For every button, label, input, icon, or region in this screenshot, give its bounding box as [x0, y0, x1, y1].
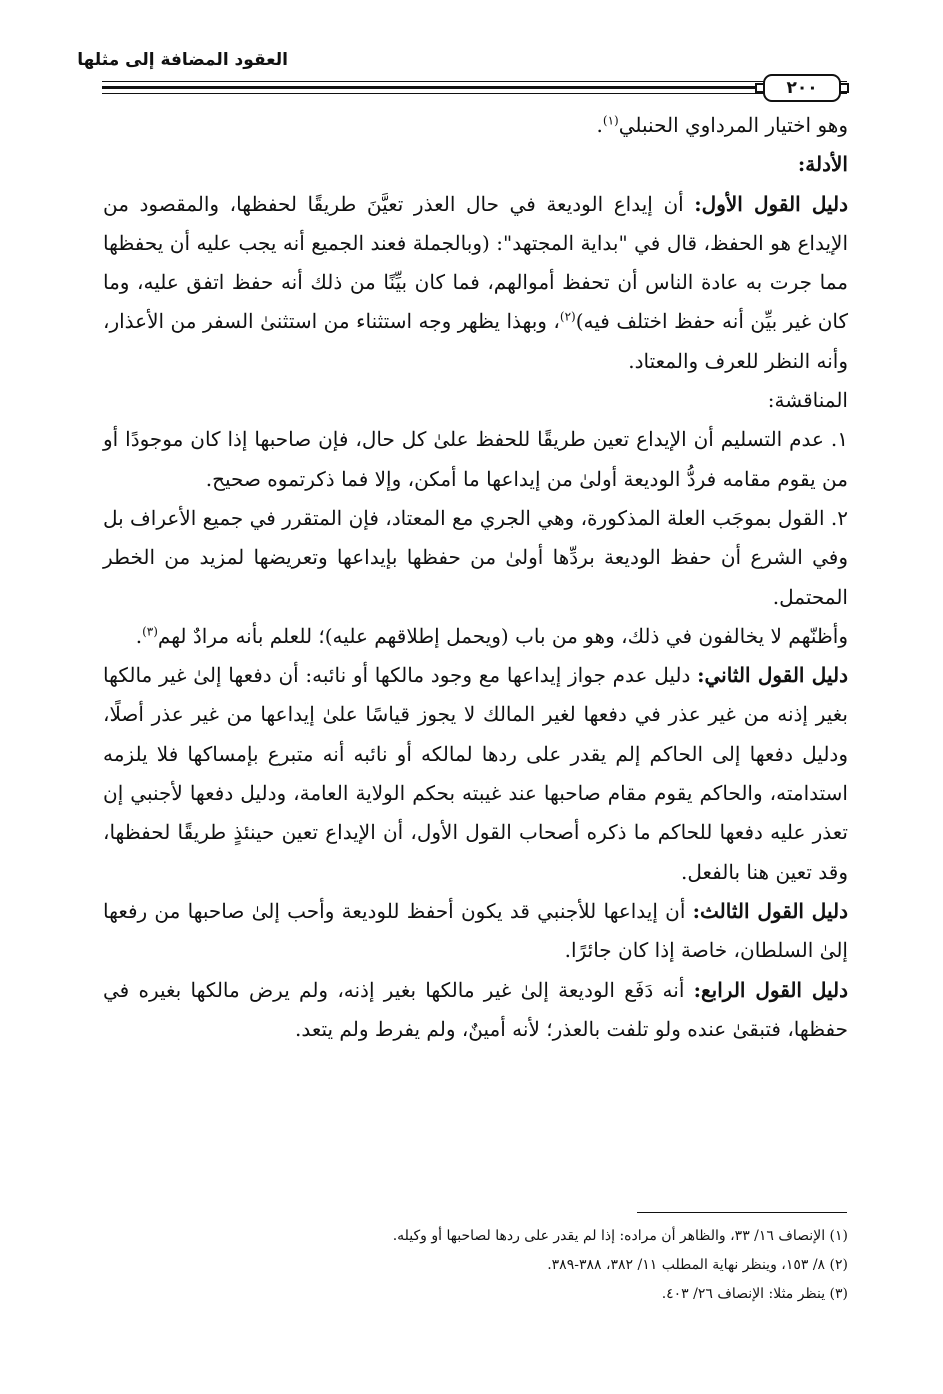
header-rule-thin-top [102, 81, 847, 82]
footnote-ref-3: (٣) [142, 624, 158, 639]
page-number-text: ٢٠٠ [786, 78, 818, 98]
footnotes [103, 1222, 848, 1309]
fourth-evidence-lead: دليل القول الرابع: [693, 977, 849, 1002]
discussion-point-2: ٢. القول بموجَب العلة المذكورة، وهي الجري مع المعتاد، فإن المتقرر في جميع الأعراف بل وفي الشرع أن حفظ الوديعة بردِّها أولىٰ من حفظها بإيداعها وتعريضها لمزيد من الخطر المحتمل. [102, 505, 848, 609]
discussion-point-1: ١. عدم التسليم أن الإيداع تعين طريقًا للحفظ علىٰ كل حال، فإن صاحبها إذا كان موجودًا أو من يقوم مقامه فردُّ الوديعة أولىٰ من إيداعها ما أمكن، وإلا فما ذكرتموه صحيح. [103, 427, 848, 491]
first-evidence-lead: دليل القول الأول: [694, 191, 849, 216]
footnote-ref-2: (٢) [559, 309, 576, 324]
header-rule-thin-bottom [102, 93, 847, 94]
paragraph-fourth-evidence: دليل القول الرابع: أنه دَفَع الوديعة إلىٰ غير مالكها بغير إذنه، ولم يرض مالكها بغيره في حفظها، فتبقىٰ عنده ولو تلفت بالعذر؛ لأنه أمينٌ، ولم يفرط ولم يتعد. [103, 977, 849, 1041]
page-number-ornament-right [841, 83, 849, 93]
footnote-ref-1: (١) [602, 113, 619, 128]
page-number [763, 74, 841, 102]
running-title: العقود المضافة إلى مثلها [77, 50, 288, 70]
paragraph-remark: وأظنّهم لا يخالفون في ذلك، وهو من باب (ويحمل إطلاقهم عليه)؛ للعلم بأنه مرادٌ لهم$^{(٣)}$. [135, 623, 848, 648]
paragraph-intro: وهو اختيار المرداوي الحنبلي$^{(١)}$. [596, 113, 848, 137]
evidence-heading: الأدلة: [797, 152, 848, 177]
footnote-3: (٣) ينظر مثلا: الإنصاف ٢٦/ ٤٠٣. [661, 1286, 848, 1302]
discussion-heading: المناقشة: [767, 388, 848, 413]
footnote-2: (٢) ٨/ ١٥٣، وينظر نهاية المطلب ١١/ ٣٨٢، ٣٨٨-٣٨٩. [547, 1257, 848, 1273]
main-text [103, 106, 848, 1049]
paragraph-second-evidence: دليل القول الثاني: دليل عدم جواز إيداعها مع وجود مالكها أو نائبه: أن دفعها إلىٰ غير مالكها بغير إذنه من غير عذر في دفعها لغير المالك لا يجوز قياسًا علىٰ إيداعها من غير عذر أصلًا، ودليل دفعها إلى الحاكم إلم يقدر على ردها لمالكه أو نائبه أنه متبرع بإمساكها فلا يلزمه استدامته، والحاكم يقوم مقام صاحبها عند غيبته بحكم الولاية العامة، ودليل دفعها لأجنبي إن تعذر عليه دفعها للحاكم ما ذكره أصحاب القول الأول، أن الإيداع تعين حينئذٍ طريقًا لحفظها، وقد تعين هنا بالفعل. [103, 663, 848, 884]
paragraph-third-evidence: دليل القول الثالث: أن إيداعها للأجنبي قد يكون أحفظ للوديعة وأحب إلىٰ صاحبها من رفعها إلىٰ السلطان، خاصة إذا كان جائرًا. [103, 898, 848, 963]
header-rule-thick [102, 86, 847, 89]
footnote-separator [637, 1212, 847, 1213]
third-evidence-lead: دليل القول الثالث: [692, 898, 848, 923]
paragraph-first-evidence: دليل القول الأول: أن إيداع الوديعة في حال العذر تعيَّنَ طريقًا لحفظها، والمقصود من الإيداع هو الحفظ، قال في "بداية المجتهد": (وبالجملة فعند الجميع أنه يجب عليه أن يحفظها مما جرت به عادة الناس أن تحفظ أموالهم، فما كان بيِّنًا من ذلك أنه حفظ اتفق عليه، وما كان غير بيِّن أنه حفظ اختلف فيه)$^{(٢)}$، وبهذا يظهر وجه استثناء من استثنىٰ السفر من الأعذار، وأنه النظر للعرف والمعتاد. [103, 191, 849, 373]
second-evidence-lead: دليل القول الثاني: [697, 663, 848, 688]
page-number-ornament-left [755, 83, 763, 93]
footnote-1: (١) الإنصاف ١٦/ ٣٣، والظاهر أن مراده: إذا لم يقدر على ردها لصاحبها أو وكيله. [392, 1228, 848, 1244]
